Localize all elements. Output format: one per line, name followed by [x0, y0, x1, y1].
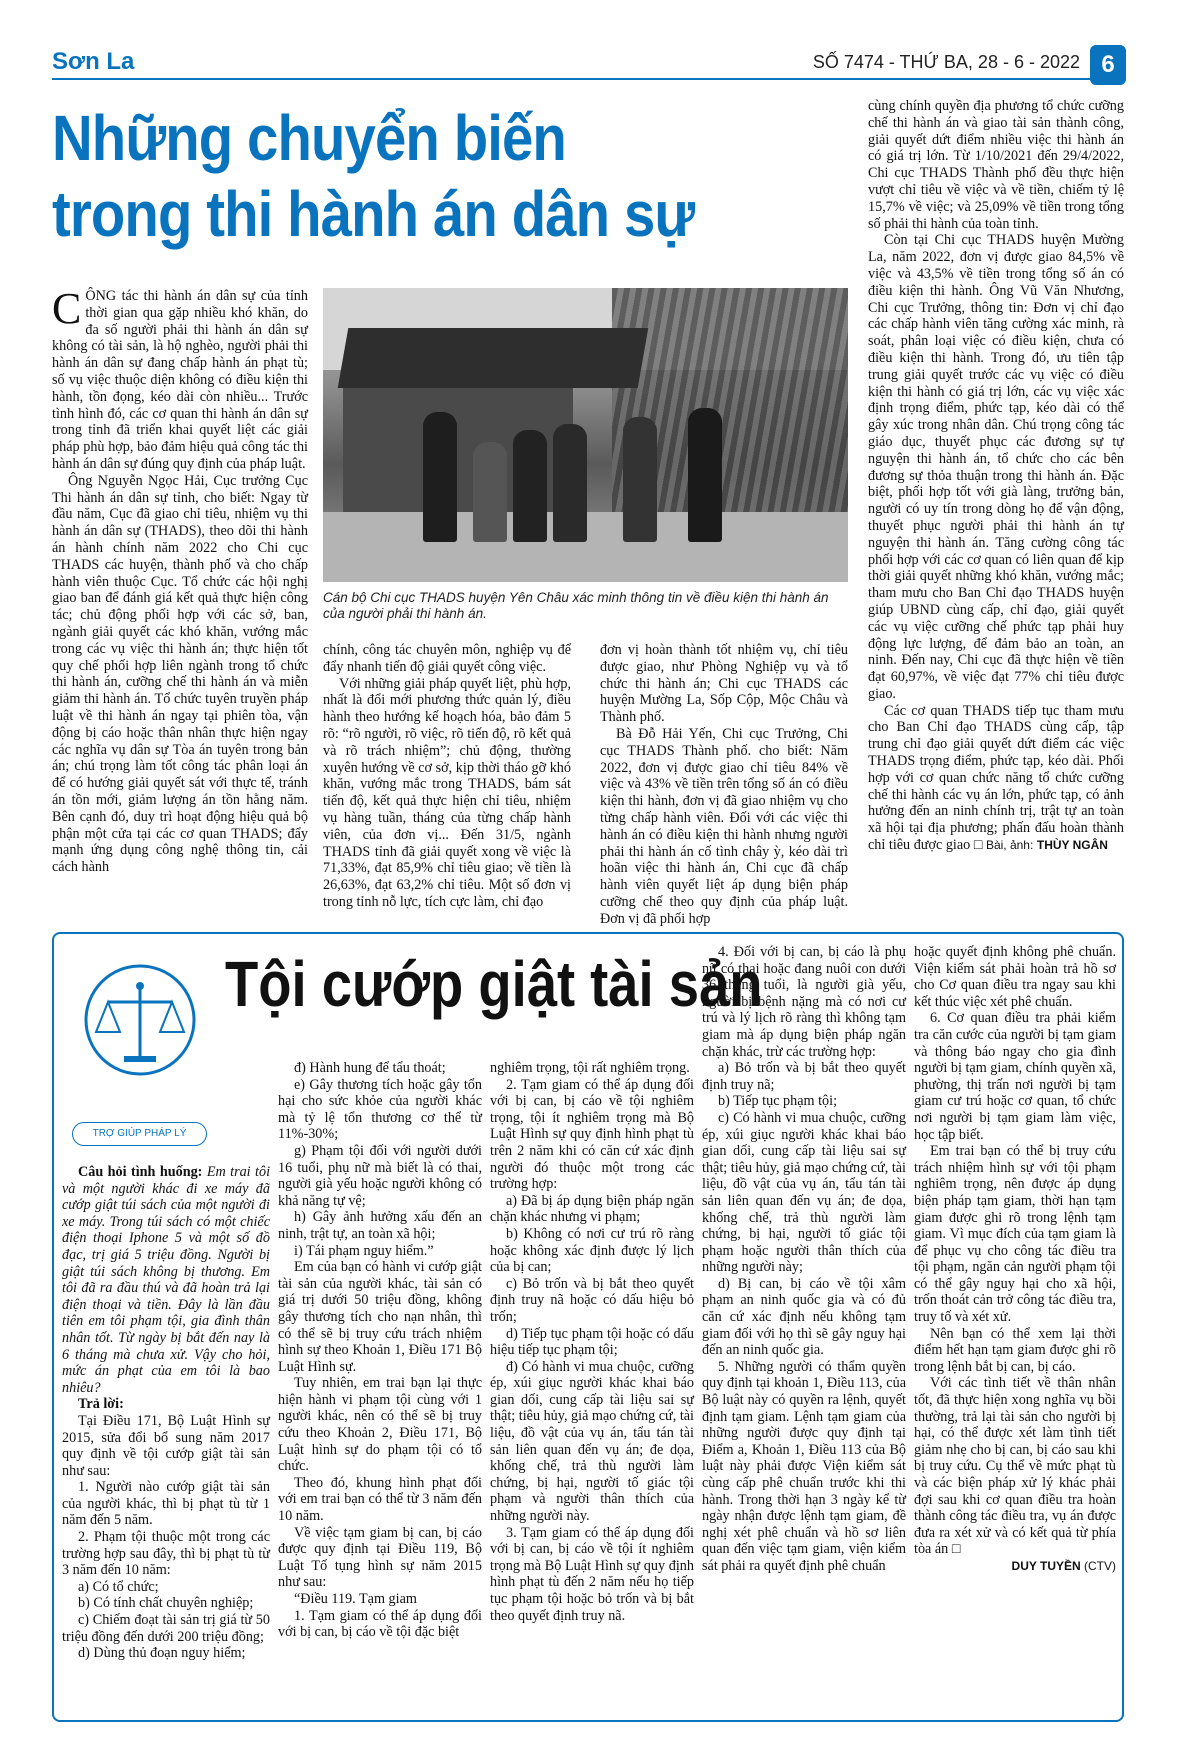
answer-paragraph: đ) Có hành vi mua chuộc, cưỡng ép, xúi giục người khác khai báo gian dối, cung cấp tài liệu sai sự thật; tiêu hủy, giả mạo chứng cứ, tài liệu, đồ vật của vụ án, tẩu tán tài sản liên quan đến vụ án; đe dọa, khống chế, trả thù người làm chứng, bị hại, người tố giác tội phạm và người thân thích của những người này. — [490, 1358, 694, 1525]
answer-paragraph: d) Dùng thủ đoạn nguy hiểm; — [78, 1645, 246, 1662]
article1-column-2 — [323, 642, 571, 914]
photo-caption: Cán bộ Chi cục THADS huyện Yên Châu xác minh thông tin về điều kiện thi hành án của người phải thi hành án. — [323, 590, 829, 621]
answer-paragraph: Với các tình tiết về thân nhân tốt, đã thực hiện xong nghĩa vụ bồi thường, trả lại tài sản cho người bị hại, có thể được xét làm tình tiết giảm nhẹ cho bị can, bị cáo sau khi bị truy cứu. Cụ thể về mức phạt tù và các biện pháp xử lý khác phải đợi sau khi cơ quan điều tra hoàn thành công tác điều tra, vụ án được đưa ra xét xử và có kết quả từ phía tòa án □ — [914, 1375, 1116, 1558]
answer-paragraph: đ) Hành hung để tẩu thoát; — [294, 1060, 446, 1076]
question-label: Câu hỏi tình huống: — [78, 1164, 203, 1180]
article1-title — [52, 100, 756, 252]
article2-column-2 — [278, 1060, 482, 1710]
article1-paragraph: Bà Đỗ Hải Yến, Chi cục Trưởng, Chi cục THADS Thành phố. cho biết: Năm 2022, đơn vị được giao chỉ tiêu 84% về việc và 43% về tiền trên tổng số án có điều kiện thi hành, đơn vị đã giao nhiệm vụ cho từng chấp hành viên. Đối với các việc thi hành án có điều kiện thi hành nhưng người phải thi hành án cố tình chây ỳ, kéo dài trì hoãn việc thi hành án, Chi cục đã chấp hành viên quyết liệt áp dụng biện pháp cưỡng chế theo quy định của pháp luật. Đơn vị đã phối hợp — [600, 725, 848, 927]
answer-paragraph: a) Bỏ trốn và bị bắt theo quyết định truy nã; — [702, 1060, 906, 1093]
answer-paragraph: a) Đã bị áp dụng biện pháp ngăn chặn khác nhưng vi phạm; — [490, 1192, 694, 1226]
article1-paragraph: cùng chính quyền địa phương tổ chức cưỡng chế thi hành án và giao tài sản thành công, giải quyết dứt điểm nhiều việc thi hành án có giá trị lớn. Từ 1/10/2021 đến 29/4/2022, Chi cục THADS Thành phố đều thực hiện vượt chỉ tiêu về việc và về tiền, chiếm tỷ lệ 15,7% về việc; và 25,09% về tiền trong tổng số phải thi hành của toàn tỉnh. — [868, 98, 1124, 232]
answer-paragraph: Em của bạn có hành vi cướp giật tài sản của người khác, tài sản có giá trị dưới 50 triệu đồng, không gây thương tích cho nạn nhân, thì có thể sẽ bị truy cứu trách nhiệm hình sự theo Khoản 1, Điều 171 Bộ Luật Hình sự. — [278, 1259, 482, 1375]
answer-paragraph: i) Tái phạm nguy hiểm.” — [294, 1242, 434, 1259]
article2-column-4 — [702, 944, 906, 1710]
byline-name: THÙY NGÂN — [1036, 838, 1108, 853]
answer-paragraph: Tại Điều 171, Bộ Luật Hình sự 2015, sửa đổi bổ sung năm 2017 quy định về tội cướp giật tài sản như sau: — [62, 1412, 270, 1479]
answer-paragraph: 2. Phạm tội thuộc một trong các trường hợp sau đây, thì bị phạt tù từ 3 năm đến 10 năm: — [62, 1529, 270, 1579]
answer-paragraph: b) Có tính chất chuyên nghiệp; — [78, 1595, 254, 1612]
answer-paragraph: h) Gây ảnh hưởng xấu đến an ninh, trật tự, an toàn xã hội; — [278, 1209, 482, 1242]
answer-paragraph: a) Có tổ chức; — [78, 1578, 159, 1595]
byline-suffix: (CTV) — [1084, 1558, 1116, 1573]
answer-paragraph: Tuy nhiên, em trai bạn lại thực hiện hành vi phạm tội cùng với 1 người khác, nên có thể sẽ bị truy cứu theo Khoản 2, Điều 171, Bộ Luật hình sự do phạm tội có tổ chức. — [278, 1375, 482, 1475]
article2-column-1 — [62, 1164, 270, 1709]
article2-title: Tội cướp giật tài sản — [225, 948, 763, 1020]
article1-column-3 — [600, 642, 848, 927]
dropcap: C — [52, 284, 82, 333]
answer-paragraph: b) Tiếp tục phạm tội; — [718, 1093, 838, 1110]
answer-paragraph: d) Tiếp tục phạm tội hoặc có dấu hiệu tiếp tục phạm tội; — [490, 1325, 694, 1359]
answer-label: Trả lời: — [78, 1396, 124, 1413]
article1-column-4 — [868, 98, 1124, 918]
end-mark: □ — [951, 1541, 961, 1558]
legal-aid-logo — [80, 960, 200, 1110]
article1-paragraph: chính, công tác chuyên môn, nghiệp vụ để đẩy nhanh tiến độ giải quyết công việc. — [323, 642, 571, 675]
page-number: 6 — [1090, 45, 1126, 85]
answer-paragraph: c) Có hành vi mua chuộc, cưỡng ép, xúi giục người khác khai báo gian dối, cung cấp tài liệu sai sự thật; tiêu hủy, giả mạo chứng cứ, tài liệu, đồ vật của vụ án, tẩu tán tài sản liên quan đến vụ án; đe dọa, khống chế, trả thù người làm chứng, bị hại, người tố giác tội phạm hoặc người thân thích của những người này; — [702, 1109, 906, 1276]
answer-paragraph: Nên bạn có thể xem lại thời điểm hết hạn tạm giam được ghi rõ trong lệnh bắt bị can, bị cáo. — [914, 1325, 1116, 1375]
article1-paragraph: Với những giải pháp quyết liệt, phù hợp, nhất là đổi mới phương thức quản lý, điều hành theo hướng kế hoạch hóa, bảo đảm 5 rõ: “rõ người, rõ việc, rõ tiến độ, rõ kết quả và rõ trách nhiệm”; chủ động, thường xuyên hướng về cơ sở, kịp thời tháo gỡ khó khăn, vướng mắc trong THADS, bám sát tiến độ, kết quả thực hiện chỉ tiêu, nhiệm vụ hàng tuần, tháng của từng chấp hành viên, của đơn vị... Đến 31/5, ngành THADS tỉnh đã giải quyết xong về việc là 71,33%, đạt 85,9% chỉ tiêu giao; về tiền là 26,63%, đạt 63,2% chỉ tiêu. Một số đơn vị trong tỉnh nỗ lực, tích cực làm, chỉ đạo — [323, 675, 571, 910]
article1-paragraph: Còn tại Chi cục THADS huyện Mường La, năm 2022, đơn vị được giao 84,5% về việc và 43,5% về tiền trong tổng số án có điều kiện thi hành. Ông Vũ Văn Nhương, Chi cục Trưởng, thông tin: Đơn vị chỉ đạo các chấp hành viên tăng cường xác minh, rà soát, phân loại việc có điều kiện, chưa có điều kiện thi hành. Trong đó, ưu tiên tập trung giải quyết trước các vụ việc có điều kiện thi hành có giá trị lớn, các vụ việc xác định trọng điểm, phức tạp, kéo dài có thể gây xúc trong nhân dân. Chú trọng công tác giáo dục, thuyết phục các đương sự tự nguyện thi hành án, tổ chức cho các bên đương sự thỏa thuận trong thi hành án. Đặc biệt, phối hợp tốt với già làng, trưởng bản, người có uy tín trong dòng họ để vận động, thuyết phục người phải thi hành án tự nguyện thi hành án. Tăng cường công tác phối hợp với các cơ quan có liên quan để kịp thời giải quyết những khó khăn, vướng mắc; tham mưu cho Ban Chỉ đạo THADS huyện giúp UBND cùng cấp, chỉ đạo, giải quyết các vụ việc cưỡng chế phức tạp phải huy động lực lượng, để đảm bảo an toàn, an ninh. Đến nay, Chi cục đã thực hiện về tiền đạt 60,97%, về việc đạt 77% chỉ tiêu được giao. — [868, 232, 1124, 702]
answer-paragraph: e) Gây thương tích hoặc gây tổn hại cho sức khỏe của người khác mà tỷ lệ tổn thương cơ thể từ 11%-30%; — [278, 1076, 482, 1143]
legal-aid-label: TRỢ GIÚP PHÁP LÝ — [72, 1122, 207, 1146]
answer-paragraph: 2. Tạm giam có thể áp dụng đối với bị can, bị cáo về tội nghiêm trọng, tội ít nghiêm trọng mà Bộ Luật Hình sự quy định hình phạt tù trên 2 năm khi có căn cứ xác định người đó thuộc một trong các trường hợp: — [490, 1076, 694, 1193]
answer-paragraph: b) Không có nơi cư trú rõ ràng hoặc không xác định được lý lịch của bị can; — [490, 1225, 694, 1276]
byline-prefix: Bài, ảnh: — [985, 838, 1034, 853]
answer-paragraph: 1. Tạm giam có thể áp dụng đối với bị can, bị cáo về tội đặc biệt — [278, 1607, 482, 1641]
article1-lead-paragraph: CÔNG tác thi hành án dân sự của tỉnh thời gian qua gặp nhiều khó khăn, do đa số người phải thi hành án dân sự không có tài sản, là hộ nghèo, người phải thi hành án dân sự đang chấp hành án phạt tù; số vụ việc thuộc diện không có điều kiện thi hành, tồn đọng, kéo dài còn nhiều... Trước tình hình đó, các cơ quan thi hành án dân sự trong tỉnh đã triển khai quyết liệt các giải pháp phù hợp, bảo đảm hiệu quả công tác thi hành án dân sự đúng quy định của pháp luật. — [52, 284, 308, 472]
article2-column-3 — [490, 1060, 694, 1710]
answer-paragraph: nghiêm trọng, tội rất nghiêm trọng. — [490, 1060, 690, 1076]
article2-column-5 — [914, 944, 1116, 1710]
answer-paragraph: c) Chiếm đoạt tài sản trị giá từ 50 triệu đồng đến dưới 200 triệu đồng; — [62, 1612, 270, 1645]
issue-info: SỐ 7474 - THỨ BA, 28 - 6 - 2022 — [812, 52, 1080, 72]
answer-paragraph: 1. Người nào cướp giật tài sản của người khác, thì bị phạt tù từ 1 năm đến 5 năm. — [62, 1479, 270, 1529]
answer-paragraph: g) Phạm tội đối với người dưới 16 tuổi, phụ nữ mà biết là có thai, người già yếu hoặc người không có khả năng tự vệ; — [278, 1142, 482, 1209]
answer-paragraph: 6. Cơ quan điều tra phải kiểm tra căn cước của người bị tạm giam và thông báo ngay cho gia đình người bị tạm giam, chính quyền xã, phường, thị trấn nơi người bị tạm giam cư trú hoặc cơ quan, tổ chức nơi người bị tạm giam làm việc, học tập biết. — [914, 1010, 1116, 1143]
end-mark: □ — [973, 837, 983, 854]
question-paragraph — [62, 1164, 270, 1396]
answer-paragraph: Về việc tạm giam bị can, bị cáo được quy định tại Điều 119, Bộ Luật Tố tụng hình sự năm 2015 như sau: — [278, 1524, 482, 1591]
article1-title-line1: Những chuyển biến — [52, 102, 566, 174]
header-rule — [52, 78, 1092, 80]
article1-column-1 — [52, 284, 308, 913]
section-name: Sơn La — [52, 48, 135, 75]
answer-paragraph: 3. Tạm giam có thể áp dụng đối với bị can, bị cáo về tội ít nghiêm trọng mà Bộ Luật Hình sự quy định hình phạt tù đến 2 năm nếu họ tiếp tục phạm tội hoặc bỏ trốn và bị bắt theo quyết định truy nã. — [490, 1524, 694, 1624]
answer-paragraph: 5. Những người có thẩm quyền quy định tại khoản 1, Điều 113, của Bộ luật này có quyền ra lệnh, quyết định tạm giam. Lệnh tạm giam của những người được quy định tại Điểm a, Khoản 1, Điều 113 của Bộ luật này phải được Viện kiểm sát cùng cấp phê chuẩn trước khi thi hành. Trong thời hạn 3 ngày kể từ ngày nhận được lệnh tạm giam, đề nghị xét phê chuẩn và hồ sơ liên quan đến việc tạm giam, viện kiểm sát phải ra quyết định phê chuẩn — [702, 1358, 906, 1574]
article-photo — [323, 288, 848, 582]
answer-paragraph: c) Bỏ trốn và bị bắt theo quyết định truy nã hoặc có dấu hiệu bỏ trốn; — [490, 1275, 694, 1325]
question-text: Em trai tôi và một người khác đi xe máy đã cướp giật túi sách của một người đi xe máy. Trong túi sách có một chiếc điện thoại Iphone 5 và một số đồ đạc, trị giá 5 triệu đồng. Người bị giật túi sách không bị thương. Em tôi đã ra đầu thú và đã hoàn trả lại điện thoại và tiền. Đây là lần đầu tiên em tôi phạm tội, gia đình thân nhân tốt. Từ ngày bị bắt đến nay là 6 tháng mà chưa xử. Vậy cho hỏi, mức án phạt của em tôi là bao nhiêu? — [62, 1164, 271, 1396]
answer-paragraph: Theo đó, khung hình phạt đối với em trai bạn có thể từ 3 năm đến 10 năm. — [278, 1474, 482, 1525]
byline-name: DUY TUYỀN — [1011, 1558, 1081, 1573]
answer-paragraph: 4. Đối với bị can, bị cáo là phụ nữ có thai hoặc đang nuôi con dưới 36 tháng tuổi, là người già yếu, người bị bệnh nặng mà có nơi cư trú và lý lịch rõ ràng thì không tạm giam mà áp dụng biện pháp ngăn chặn khác, trừ các trường hợp: — [702, 944, 906, 1060]
answer-paragraph: “Điều 119. Tạm giam — [294, 1591, 417, 1607]
answer-paragraph: d) Bị can, bị cáo về tội xâm phạm an ninh quốc gia và có đủ căn cứ xác định nếu không tạm giam đối với họ thì sẽ gây nguy hại đến an ninh quốc gia. — [702, 1275, 906, 1359]
article2-byline — [914, 1558, 1116, 1575]
article1-title-line2: trong thi hành án dân sự — [52, 178, 695, 250]
article1-paragraph: đơn vị hoàn thành tốt nhiệm vụ, chỉ tiêu được giao, như Phòng Nghiệp vụ và tổ chức thi hành án; Chi cục THADS các huyện Mường La, Sốp Cộp, Mộc Châu và Thành phố. — [600, 642, 848, 726]
answer-paragraph: Em trai bạn có thể bị truy cứu trách nhiệm hình sự với tội phạm nghiêm trọng, nên được áp dụng biện pháp tạm giam, thời hạn tạm giam được ghi rõ trong lệnh tạm giam. Vì mục đích của tạm giam là để phục vụ cho công tác điều tra tội phạm, ngăn cản người phạm tội có thể gây nguy hại cho xã hội, trốn thoát cản trở công tác điều tra, truy tố và xét xử. — [914, 1143, 1116, 1326]
answer-paragraph: hoặc quyết định không phê chuẩn. Viện kiểm sát phải hoàn trả hồ sơ cho Cơ quan điều tra ngay sau khi kết thúc việc xét phê chuẩn. — [914, 944, 1116, 1010]
article1-paragraph: Ông Nguyễn Ngọc Hải, Cục trưởng Cục Thi hành án dân sự tỉnh, cho biết: Ngay từ đầu năm, Cục đã giao chỉ tiêu, nhiệm vụ thi hành án dân sự (THADS), theo dõi thi hành án hành chính năm 2022 cho Chi cục THADS các huyện, thành phố và cho chấp hành viên thuộc Cục. Tổ chức các hội nghị giao ban để đánh giá kết quả thực hiện công tác; chủ động phối hợp với các sở, ban, ngành giải quyết các khó khăn, vướng mắc trong các vụ việc thi hành án; thực hiện tốt quy chế phối hợp liên ngành trong tổ chức thi hành án, cưỡng chế thi hành án và miễn giảm thi hành án. Tổ chức tuyên truyền pháp luật về thi hành án ngay tại phiên tòa, vận động bị cáo hoặc thân nhân thực hiện ngay các nghĩa vụ dân sự Tòa án tuyên trong bản án; chú trọng làm tốt công tác phân loại án để có hướng giải quyết sát với thực tế, tránh án tồn mới, giảm lượng án tồn hằng năm. Bên cạnh đó, duy trì hoạt động hiệu quả bộ phận một cửa tại các cơ quan THADS; đẩy mạnh ứng dụng công nghệ thông tin, cải cách hành — [52, 472, 308, 876]
article1-paragraph: Các cơ quan THADS tiếp tục tham mưu cho Ban Chỉ đạo THADS cùng cấp, tập trung chỉ đạo giải quyết dứt điểm các việc THADS trọng điểm, phức tạp, kéo dài. Phối hợp với cơ quan chức năng tổ chức cưỡng chế thi hành các vụ án lớn, phức tạp, có ảnh hưởng đến an ninh chính trị, trật tự an toàn xã hội tại địa phương; phấn đấu hoàn thành chỉ tiêu được giao □ Bài, ảnh: THÙY NGÂN — [868, 702, 1124, 854]
